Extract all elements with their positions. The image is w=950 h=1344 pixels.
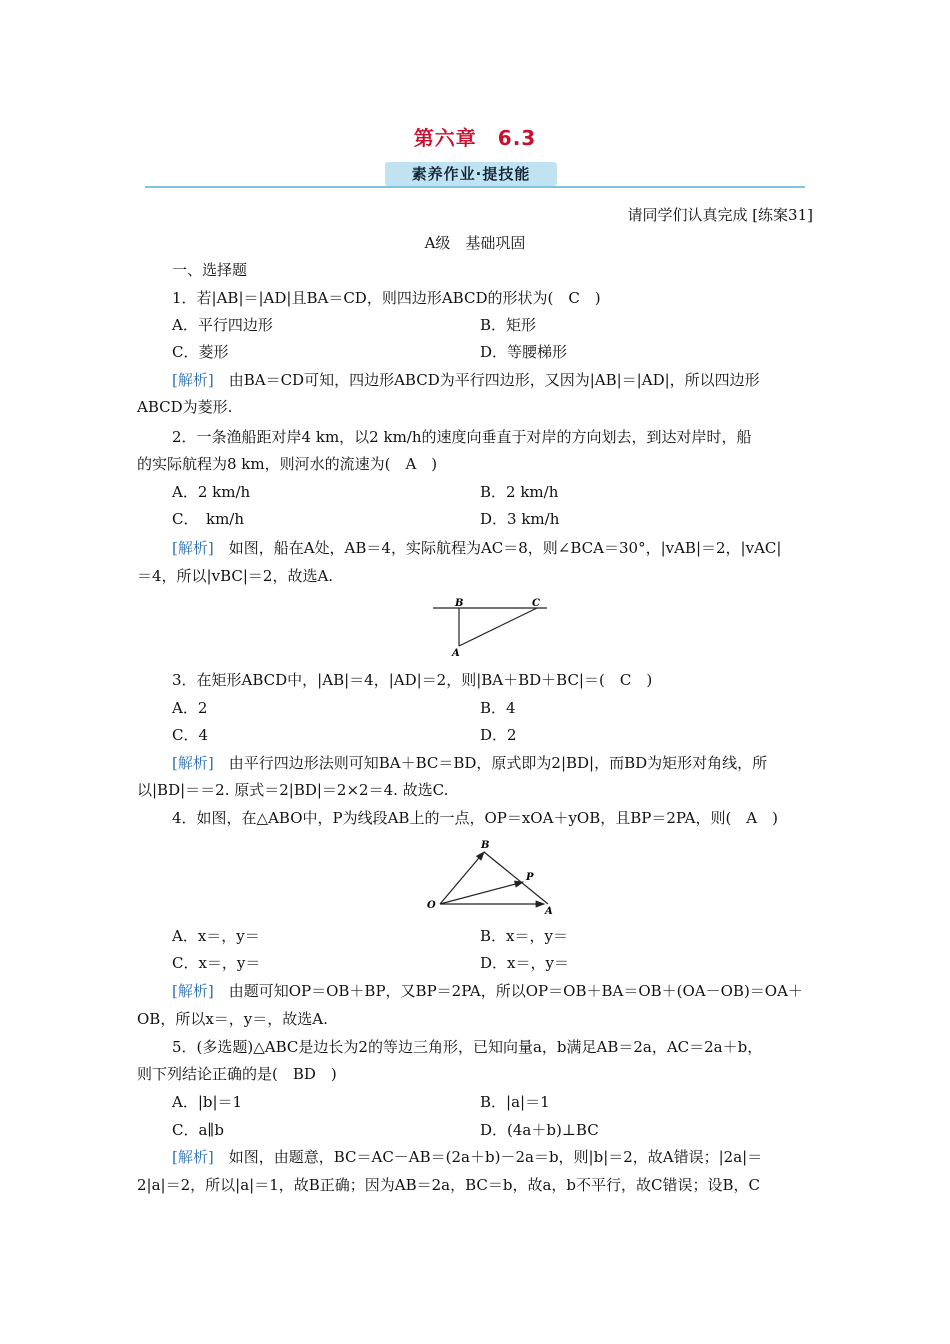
q4-vector-ob xyxy=(440,852,484,904)
q5-option-a: A．|b|＝1 xyxy=(172,1093,243,1111)
q3-analysis-line2: 以|BD|＝＝2. 原式＝2|BD|＝2×2＝4. 故选C. xyxy=(137,781,449,799)
q4-analysis-line2: OB，所以x＝，y＝，故选A. xyxy=(137,1010,328,1028)
q2-figure xyxy=(425,596,555,658)
q5-option-c: C．a∥b xyxy=(172,1121,224,1139)
q5-option-b: B．|a|＝1 xyxy=(480,1093,550,1111)
analysis-tag: [解析] xyxy=(172,371,214,389)
q3-analysis-line1 xyxy=(172,753,767,773)
q3-stem: 3．在矩形ABCD中，|AB|＝4，|AD|＝2，则|BA＋BD＋BC|＝( C ) xyxy=(172,671,653,689)
q2-option-c: C． km/h xyxy=(172,510,245,528)
header-divider xyxy=(145,186,805,188)
practice-note: 请同学们认真完成 [练案31] xyxy=(627,206,813,224)
q2-option-a: A．2 km/h xyxy=(172,483,251,501)
q2-analysis-line1 xyxy=(172,538,781,558)
q5-analysis-text: 如图，由题意，BC＝AC－AB＝(2a＋b)－2a＝b，则|b|＝2，故A错误；|2a|＝ xyxy=(213,1148,763,1166)
q4-option-a: A．x＝，y＝ xyxy=(172,927,260,945)
q5-analysis-line1 xyxy=(172,1147,762,1167)
chapter-title: 第六章 6.3 xyxy=(413,126,537,150)
q4-option-b: B．x＝，y＝ xyxy=(480,927,568,945)
q1-analysis-line1 xyxy=(172,370,760,390)
q2-segment-ac xyxy=(459,608,537,646)
q1-option-d: D．等腰梯形 xyxy=(480,343,568,361)
q2-option-d: D．3 km/h xyxy=(480,510,560,528)
q3-option-a: A．2 xyxy=(172,699,208,717)
q2-option-b: B．2 km/h xyxy=(480,483,559,501)
q4-analysis-line1 xyxy=(172,981,803,1001)
q4-label-o: O xyxy=(427,900,436,911)
q3-option-d: D．2 xyxy=(480,726,517,744)
q1-option-a: A．平行四边形 xyxy=(172,316,273,334)
q2-stem-line1: 2．一条渔船距对岸4 km，以2 km/h的速度向垂直于对岸的方向划去，到达对岸时，船 xyxy=(172,428,752,446)
q1-analysis-line2: ABCD为菱形. xyxy=(137,398,233,416)
analysis-tag: [解析] xyxy=(172,539,214,557)
q2-stem-line2: 的实际航程为8 km，则河水的流速为( A ) xyxy=(137,455,438,473)
q5-stem-line2: 则下列结论正确的是( BD ) xyxy=(137,1065,337,1083)
q5-option-d: D．(4a＋b)⊥BC xyxy=(480,1121,599,1139)
analysis-tag: [解析] xyxy=(172,1148,214,1166)
q4-label-a: A xyxy=(545,906,553,916)
q5-stem-line1: 5．(多选题)△ABC是边长为2的等边三角形，已知向量a，b满足AB＝2a，AC＝2a＋b， xyxy=(172,1038,763,1056)
q1-option-b: B．矩形 xyxy=(480,316,537,334)
q2-analysis-text: 如图，船在A处，AB＝4，实际航程为AC＝8，则∠BCA＝30°，|vAB|＝2，|vAC| xyxy=(213,539,782,557)
section-banner: 素养作业·提技能 xyxy=(385,162,557,186)
q4-vector-op xyxy=(440,882,523,904)
q2-analysis-line2: ＝4，所以|vBC|＝2，故选A. xyxy=(137,567,334,585)
q4-label-b: B xyxy=(481,840,490,851)
q1-option-c: C．菱形 xyxy=(172,343,229,361)
q4-option-d: D．x＝，y＝ xyxy=(480,954,569,972)
q4-figure xyxy=(424,838,564,916)
q2-label-c: C xyxy=(532,598,540,609)
q4-option-c: C．x＝，y＝ xyxy=(172,954,261,972)
q3-option-b: B．4 xyxy=(480,699,516,717)
analysis-tag: [解析] xyxy=(172,754,214,772)
q2-label-b: B xyxy=(455,598,464,609)
q1-stem: 1．若|AB|＝|AD|且BA＝CD，则四边形ABCD的形状为( C ) xyxy=(172,289,601,307)
q4-label-p: P xyxy=(526,872,534,883)
q1-analysis-text: 由BA＝CD可知，四边形ABCD为平行四边形，又因为|AB|＝|AD|，所以四边形 xyxy=(213,371,760,389)
q3-analysis-text: 由平行四边形法则可知BA＋BC＝BD，原式即为2|BD|，而BD为矩形对角线，所 xyxy=(213,754,768,772)
analysis-tag: [解析] xyxy=(172,982,214,1000)
q4-analysis-text: 由题可知OP＝OB＋BP，又BP＝2PA，所以OP＝OB＋BA＝OB＋(OA－OB)＝OA＋ xyxy=(213,982,803,1000)
q4-stem: 4．如图，在△ABO中，P为线段AB上的一点，OP＝xOA＋yOB，且BP＝2PA，则( A ) xyxy=(172,809,778,827)
q4-segment-ba xyxy=(484,852,548,904)
q3-option-c: C．4 xyxy=(172,726,209,744)
q5-analysis-line2: 2|a|＝2，所以|a|＝1，故B正确；因为AB＝2a，BC＝b，故a，b不平行，故C错误；设B，C xyxy=(137,1176,761,1194)
section-heading: 一、选择题 xyxy=(172,261,248,279)
q2-label-a: A xyxy=(452,648,460,658)
level-heading: A级 基础巩固 xyxy=(424,234,526,252)
